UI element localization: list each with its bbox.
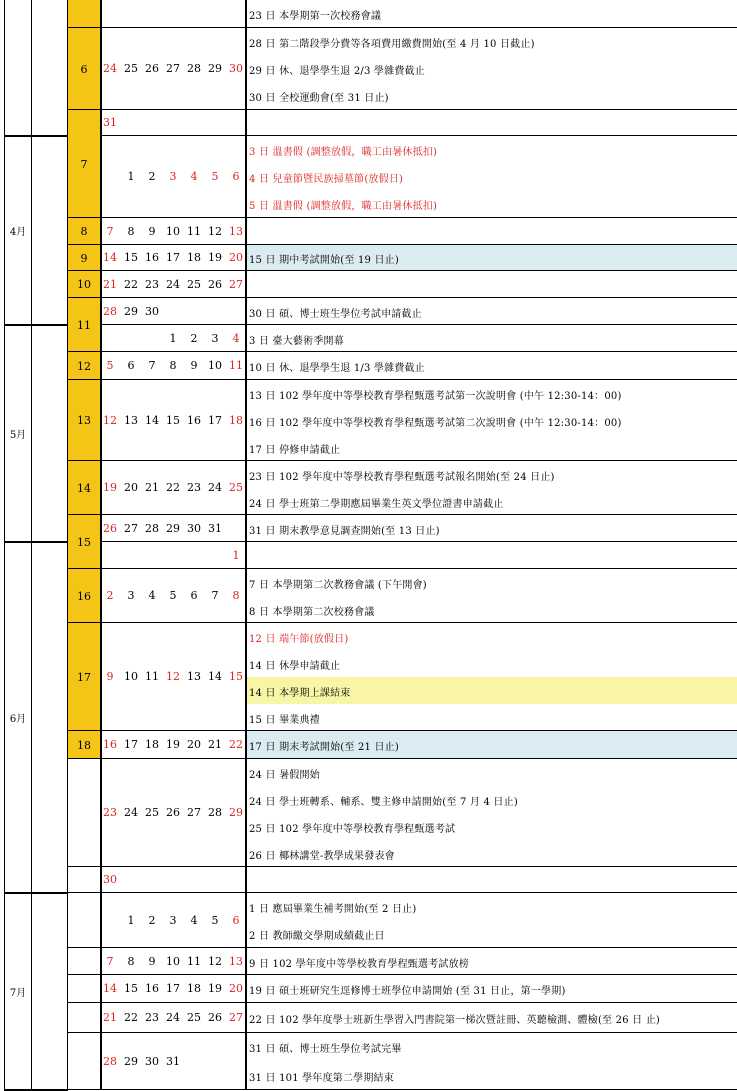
grid-hline	[100, 244, 737, 245]
day-number: 29	[229, 806, 243, 819]
day-number: 18	[187, 982, 201, 995]
day-number: 30	[145, 1054, 159, 1068]
day-number: 7	[211, 589, 219, 602]
event-text: 23 日 102 學年度中等學校教育學程甄選考試報名開始(至 24 日止)	[249, 471, 555, 483]
day-number: 3	[169, 913, 177, 927]
event-text: 3 日 臺大藝術季開幕	[249, 335, 344, 347]
day-number: 1	[127, 170, 135, 183]
day-number: 13	[229, 224, 243, 238]
day-number: 4	[190, 170, 198, 183]
grid-hline	[67, 866, 101, 867]
day-number: 1	[232, 548, 240, 562]
event-text: 31 日 101 學年度第二學期結束	[249, 1072, 394, 1084]
day-number: 11	[187, 224, 201, 238]
day-number: 3	[127, 589, 135, 602]
week-number: 10	[77, 278, 91, 291]
day-number: 15	[166, 413, 180, 427]
day-number: 12	[166, 670, 180, 683]
grid-hline	[100, 217, 737, 218]
week-cell-bg	[68, 0, 100, 28]
grid-vline	[31, 0, 32, 1090]
event-text: 30 日 全校運動會(至 31 日止)	[249, 93, 389, 105]
day-number: 26	[208, 277, 222, 291]
day-number: 27	[187, 806, 201, 819]
day-number: 1	[127, 913, 135, 927]
grid-hline	[100, 622, 737, 623]
event-text: 9 日 102 學年度中等學校教育學程甄選考試放榜	[249, 958, 469, 970]
day-number: 21	[103, 277, 117, 291]
day-number: 22	[166, 481, 180, 494]
day-number: 22	[124, 277, 138, 291]
day-number: 23	[187, 481, 201, 494]
day-number: 30	[187, 521, 201, 535]
day-number: 11	[145, 670, 159, 683]
day-number: 28	[187, 62, 201, 75]
grid-hline	[100, 297, 737, 298]
day-number: 17	[166, 982, 180, 995]
week-number: 17	[77, 670, 91, 684]
day-number: 16	[145, 251, 159, 264]
event-text: 30 日 碩、博士班生學位考試申請截止	[249, 308, 422, 320]
day-number: 29	[166, 521, 180, 535]
day-number: 26	[166, 806, 180, 819]
event-text: 25 日 102 學年度中等學校教育學程甄選考試	[249, 823, 456, 835]
day-number: 29	[124, 304, 138, 318]
event-text: 4 日 兒童節暨民族掃墓節(放假日)	[249, 174, 404, 185]
day-number: 30	[103, 873, 117, 886]
event-text: 8 日 本學期第二次校務會議	[249, 606, 375, 618]
day-number: 29	[208, 62, 222, 75]
day-number: 18	[187, 251, 201, 264]
month-label: 7月	[9, 988, 27, 999]
day-number: 18	[145, 738, 159, 751]
grid-hline	[67, 1032, 101, 1033]
day-number: 23	[103, 806, 117, 819]
event-text: 15 日 畢業典禮	[249, 714, 320, 726]
grid-hline	[100, 135, 737, 136]
month-label: 5月	[9, 430, 27, 441]
grid-hline	[67, 947, 101, 948]
day-number: 16	[187, 413, 201, 427]
day-number: 13	[187, 670, 201, 683]
event-text: 16 日 102 學年度中等學校教育學程甄選考試第二次說明會 (中午 12:30-14：00)	[249, 417, 622, 429]
day-number: 27	[229, 277, 243, 291]
day-number: 5	[169, 589, 177, 602]
event-text: 14 日 本學期上課結束	[249, 687, 351, 699]
day-number: 15	[124, 982, 138, 995]
day-number: 19	[103, 481, 117, 494]
day-number: 19	[208, 982, 222, 995]
day-number: 4	[148, 589, 156, 602]
event-text: 1 日 應屆畢業生補考開始(至 2 日止)	[249, 903, 417, 915]
grid-hline	[100, 324, 737, 325]
grid-hline	[67, 974, 101, 975]
week-number: 6	[80, 62, 88, 76]
day-number: 21	[208, 738, 222, 751]
day-number: 10	[166, 224, 180, 238]
event-text: 15 日 期中考試開始(至 19 日止)	[249, 255, 399, 266]
week-number: 11	[77, 318, 91, 332]
day-number: 22	[229, 738, 243, 751]
day-number: 17	[208, 413, 222, 427]
grid-hline	[100, 270, 737, 271]
grid-hline	[100, 351, 737, 352]
event-text: 17 日 停修申請截止	[249, 444, 341, 456]
grid-hline	[100, 974, 737, 975]
grid-vline	[245, 0, 247, 1090]
week-number: 15	[77, 535, 91, 549]
event-text: 5 日 溫書假 (調整放假，職工由暑休抵扣)	[249, 201, 438, 213]
day-number: 9	[148, 224, 156, 238]
week-number: 16	[77, 589, 91, 603]
day-number: 9	[190, 359, 198, 372]
day-number: 25	[187, 1011, 201, 1024]
event-text: 7 日 本學期第二次教務會議 (下午開會)	[249, 579, 427, 591]
day-number: 11	[229, 359, 243, 372]
day-number: 28	[208, 806, 222, 819]
day-number: 27	[166, 62, 180, 75]
day-number: 4	[190, 913, 198, 927]
day-number: 17	[124, 738, 138, 751]
event-text: 28 日 第二階段學分費等各項費用繳費開始(至 4 月 10 日截止)	[249, 38, 535, 50]
day-number: 6	[232, 913, 240, 927]
day-number: 26	[103, 521, 117, 535]
grid-hline	[67, 892, 101, 893]
day-number: 7	[106, 954, 114, 968]
day-number: 31	[103, 116, 117, 129]
day-number: 19	[208, 251, 222, 264]
day-number: 5	[211, 913, 219, 927]
event-text: 31 日 碩、博士班生學位考試完畢	[249, 1044, 402, 1056]
day-number: 25	[187, 277, 201, 291]
week-number: 13	[77, 414, 91, 427]
day-number: 24	[103, 62, 117, 75]
grid-hline	[100, 568, 737, 569]
day-number: 26	[145, 62, 159, 75]
week-number: 9	[80, 251, 88, 265]
day-number: 6	[127, 359, 135, 372]
grid-hline	[100, 947, 737, 948]
day-number: 16	[145, 982, 159, 995]
grid-hline	[100, 109, 737, 110]
grid-hline	[100, 1032, 737, 1033]
day-number: 12	[208, 954, 222, 968]
grid-hline	[100, 1002, 737, 1003]
event-text: 14 日 休學申請截止	[249, 660, 341, 672]
day-number: 3	[211, 331, 219, 345]
day-number: 25	[229, 481, 243, 494]
day-number: 28	[103, 1054, 117, 1068]
day-number: 2	[148, 170, 156, 183]
day-number: 26	[208, 1011, 222, 1024]
event-text: 26 日 椰林講堂-教學成果發表會	[249, 850, 395, 862]
event-text: 12 日 端午節(放假日)	[249, 633, 349, 645]
day-number: 28	[145, 521, 159, 535]
day-number: 15	[229, 670, 243, 683]
grid-hline	[100, 460, 737, 461]
month-label: 4月	[9, 227, 27, 238]
day-number: 21	[103, 1011, 117, 1024]
day-number: 30	[145, 304, 159, 318]
event-text: 31 日 期末教學意見調查開始(至 13 日止)	[249, 525, 440, 537]
day-number: 30	[229, 62, 243, 75]
day-number: 6	[190, 589, 198, 602]
day-number: 7	[148, 359, 156, 372]
day-number: 31	[208, 521, 222, 535]
event-text: 24 日 學士班第二學期應屆畢業生英文學位證書申請截止	[249, 498, 504, 510]
day-number: 24	[208, 481, 222, 494]
day-number: 8	[127, 224, 135, 238]
day-number: 2	[106, 589, 114, 602]
day-number: 24	[166, 277, 180, 291]
day-number: 12	[103, 413, 117, 427]
grid-hline	[100, 730, 737, 731]
event-text: 2 日 教師繳交學期成績截止日	[249, 931, 385, 943]
week-number: 18	[77, 738, 91, 752]
event-text: 22 日 102 學年度學士班新生學習入門書院第一梯次暨註冊、英聽檢測、體檢(至 26 日 止)	[249, 1015, 661, 1026]
grid-hline	[67, 1002, 101, 1003]
day-number: 17	[166, 251, 180, 264]
day-number: 23	[145, 277, 159, 291]
day-number: 18	[229, 413, 243, 427]
day-number: 11	[187, 954, 201, 968]
day-number: 14	[103, 982, 117, 995]
day-number: 25	[145, 806, 159, 819]
event-text: 23 日 本學期第一次校務會議	[249, 11, 382, 22]
grid-vline	[100, 0, 102, 1090]
day-number: 27	[124, 521, 138, 535]
day-number: 31	[166, 1054, 180, 1068]
day-number: 27	[229, 1011, 243, 1024]
day-number: 2	[148, 913, 156, 927]
day-number: 8	[169, 359, 177, 372]
day-number: 25	[124, 62, 138, 75]
day-number: 3	[169, 170, 177, 183]
grid-hline	[100, 758, 737, 759]
event-text: 10 日 休、退學學生退 1/3 學雜費截止	[249, 363, 425, 374]
day-number: 13	[124, 413, 138, 427]
day-number: 28	[103, 304, 117, 318]
day-number: 14	[103, 251, 117, 264]
day-number: 14	[208, 670, 222, 683]
day-number: 20	[124, 481, 138, 494]
day-number: 2	[190, 331, 198, 345]
event-text: 24 日 學士班轉系、輔系、雙主修申請開始(至 7 月 4 日止)	[249, 796, 518, 808]
day-number: 15	[124, 251, 138, 264]
day-number: 4	[232, 331, 240, 345]
day-number: 12	[208, 224, 222, 238]
day-number: 24	[166, 1011, 180, 1024]
day-number: 16	[103, 738, 117, 751]
day-number: 10	[208, 359, 222, 372]
day-number: 5	[106, 359, 114, 372]
day-number: 8	[127, 954, 135, 968]
day-number: 21	[145, 481, 159, 494]
week-number: 8	[80, 225, 88, 238]
day-number: 19	[166, 738, 180, 751]
day-number: 29	[124, 1054, 138, 1068]
day-number: 22	[124, 1011, 138, 1024]
grid-hline	[100, 866, 737, 867]
day-number: 5	[211, 170, 219, 183]
month-label: 6月	[9, 714, 27, 725]
grid-hline	[100, 892, 737, 893]
week-number: 7	[80, 157, 88, 171]
grid-hline	[100, 541, 737, 542]
grid-hline	[100, 379, 737, 380]
day-number: 23	[145, 1011, 159, 1024]
day-number: 24	[124, 806, 138, 819]
week-number: 14	[77, 481, 91, 495]
day-number: 6	[232, 170, 240, 183]
day-number: 13	[229, 954, 243, 968]
grid-hline	[100, 514, 737, 515]
day-number: 9	[148, 954, 156, 968]
day-number: 20	[229, 251, 243, 264]
day-number: 1	[169, 331, 177, 345]
event-text: 17 日 期末考試開始(至 21 日止)	[249, 742, 399, 753]
day-number: 8	[232, 589, 240, 602]
day-number: 9	[106, 670, 114, 683]
week-number: 12	[77, 359, 91, 373]
grid-hline	[100, 27, 737, 28]
day-number: 14	[145, 413, 159, 427]
event-text: 3 日 溫書假 (調整放假，職工由暑休抵扣)	[249, 146, 438, 158]
day-number: 10	[166, 954, 180, 968]
day-number: 20	[229, 982, 243, 995]
day-number: 7	[106, 224, 114, 238]
day-number: 10	[124, 670, 138, 683]
event-text: 29 日 休、退學學生退 2/3 學雜費截止	[249, 66, 425, 77]
event-text: 19 日 碩士班研究生逕修博士班學位申請開始 (至 31 日止，第一學期)	[249, 986, 566, 997]
event-text: 24 日 暑假開始	[249, 769, 320, 781]
event-text: 13 日 102 學年度中等學校教育學程甄選考試第一次說明會 (中午 12:30-14：00)	[249, 390, 622, 402]
day-number: 20	[187, 738, 201, 751]
